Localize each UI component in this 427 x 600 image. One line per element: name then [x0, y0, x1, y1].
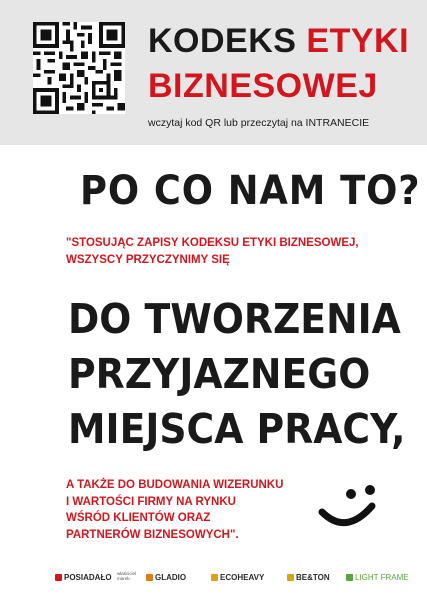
quote-intro: [66, 235, 359, 269]
footer-brands: [0, 568, 427, 592]
title-line-2: BIZNESOWEJ: [148, 67, 378, 105]
smiley-icon: [318, 482, 378, 532]
quote-intro-line-2: WSZYSCY PRZYCZYNIMY SIĘ: [66, 254, 230, 266]
header-band: [0, 0, 427, 145]
ecoheavy-logo-icon: [211, 574, 218, 581]
closing-line-1: A TAKŻE DO BUDOWANIA WIZERUNKU: [66, 479, 284, 491]
qr-code-icon[interactable]: [33, 22, 125, 114]
brand-beton: BE&TON: [287, 573, 330, 582]
closing-line-4: PARTNERÓW BIZNESOWYCH".: [66, 528, 239, 541]
handwritten-line-2: PRZYJAZNEGO: [68, 350, 371, 398]
brand-posiadalo: POSIADAŁO: [55, 573, 112, 582]
brand-gladio: GLADIO: [146, 573, 186, 582]
owners-label: właściciel marek:: [117, 571, 137, 581]
closing-quote: [66, 477, 283, 543]
beton-logo-icon: [287, 574, 294, 581]
closing-line-2: I WARTOŚCI FIRMY NA RYNKU: [66, 495, 236, 508]
light-frame-logo-icon: [346, 574, 353, 581]
brand-ecoheavy: ECOHEAVY: [211, 573, 264, 582]
quote-intro-line-1: "STOSUJĄC ZAPISY KODEKSU ETYKI BIZNESOWEJ,: [66, 237, 359, 249]
handwritten-line-1: DO TWORZENIA: [68, 295, 401, 343]
title-line-1: [148, 22, 409, 60]
title-word-etyki: ETYKI: [306, 22, 410, 60]
qr-instruction: wczytaj kod QR lub przeczytaj na INTRANECIE: [148, 117, 370, 129]
posiadalo-logo-icon: [55, 574, 62, 581]
title-word-kodeks: KODEKS: [148, 22, 297, 60]
handwritten-line-3: MIEJSCA PRACY,: [68, 405, 406, 453]
closing-line-3: WŚRÓD KLIENTÓW ORAZ: [66, 512, 211, 524]
gladio-logo-icon: [146, 574, 153, 581]
brand-light-frame: LIGHT FRAME: [346, 573, 409, 582]
question-heading: PO CO NAM TO?: [80, 168, 421, 214]
